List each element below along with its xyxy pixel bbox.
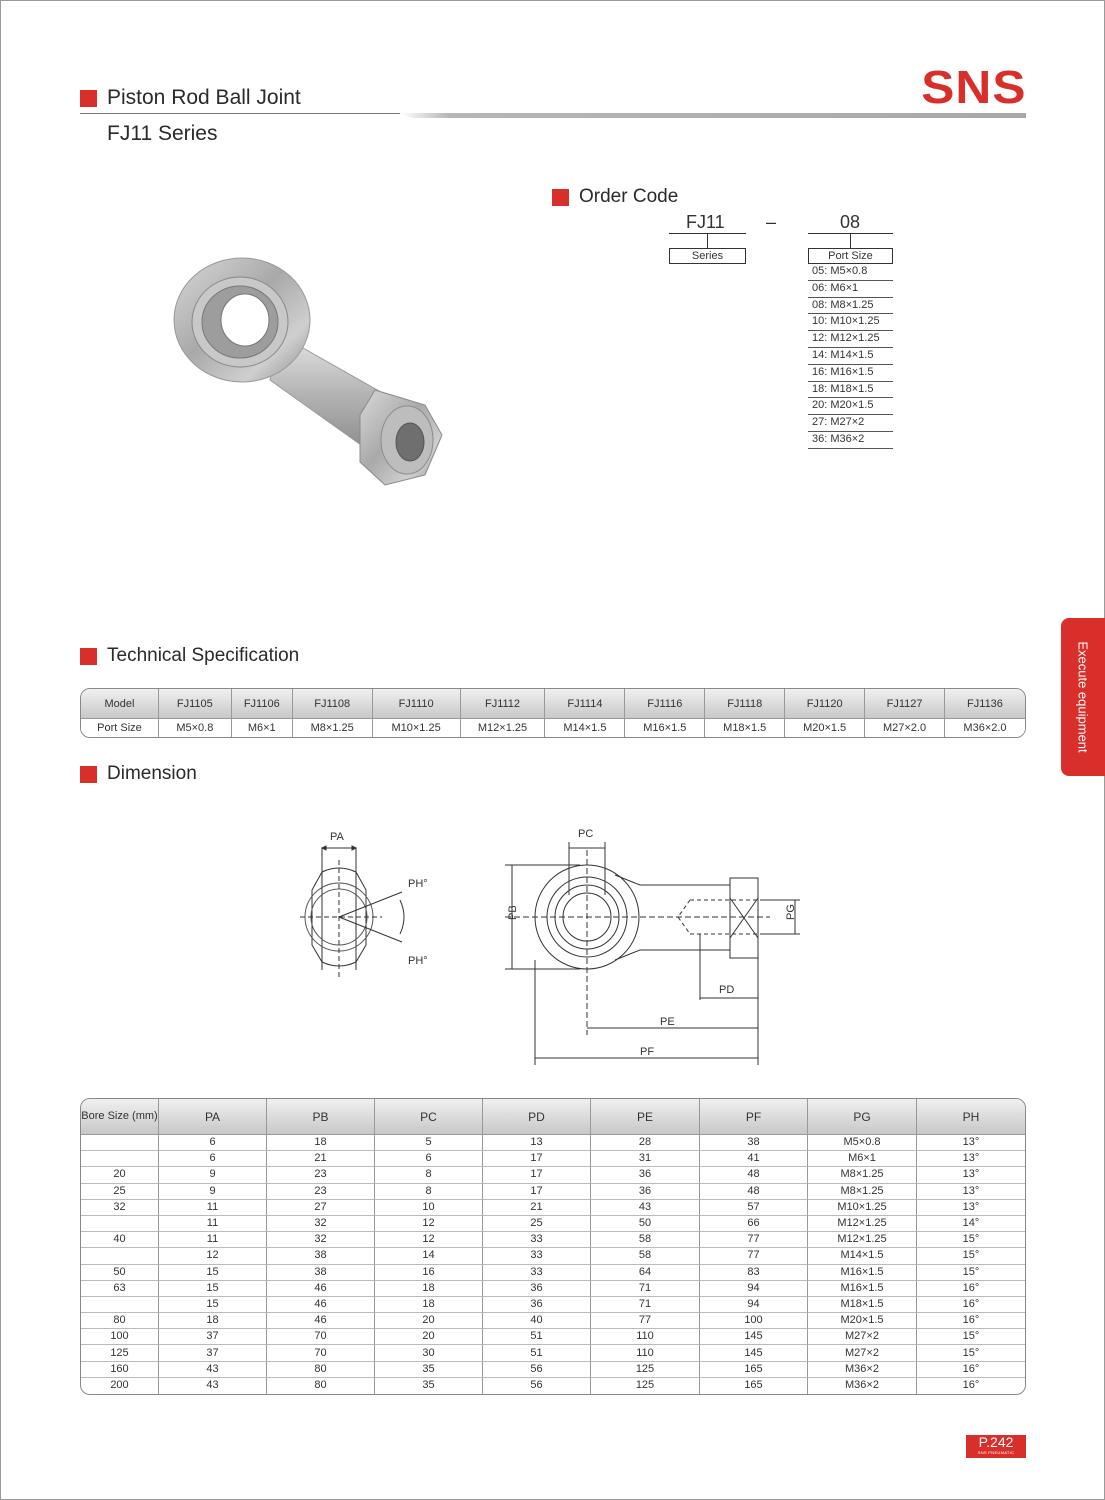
table-cell: 18 (159, 1313, 267, 1329)
table-cell: 13 (483, 1135, 591, 1151)
table-cell: 20 (375, 1329, 483, 1345)
front-view (505, 842, 800, 1065)
table-cell: 94 (700, 1281, 808, 1297)
table-cell: M6×1 (808, 1151, 917, 1167)
tech-port-row (81, 719, 1025, 737)
table-cell: M27×2 (808, 1345, 917, 1361)
tech-spec-heading-text: Technical Specification (107, 645, 300, 666)
model-cell: FJ1136 (945, 689, 1025, 719)
table-cell: 48 (700, 1167, 808, 1183)
table-cell: 36 (483, 1281, 591, 1297)
table-cell: 43 (159, 1378, 267, 1394)
port-size-item: 12: M12×1.25 (808, 331, 893, 348)
table-row (81, 1216, 1025, 1232)
table-cell: 43 (591, 1200, 700, 1216)
table-cell: 17 (483, 1184, 591, 1200)
table-cell: 18 (375, 1297, 483, 1313)
table-cell: 94 (700, 1297, 808, 1313)
table-cell: 43 (159, 1362, 267, 1378)
table-cell: 11 (159, 1232, 267, 1248)
table-cell: 14° (917, 1216, 1025, 1232)
table-cell: 16° (917, 1313, 1025, 1329)
page-number (966, 1435, 1026, 1458)
table-cell: 40 (81, 1232, 159, 1248)
dimension-table (80, 1098, 1026, 1395)
table-cell: 80 (81, 1313, 159, 1329)
table-cell: 35 (375, 1362, 483, 1378)
table-row (81, 1135, 1025, 1151)
label-ph-bottom: PH° (408, 955, 428, 967)
table-cell: 15 (159, 1297, 267, 1313)
table-cell: 46 (267, 1313, 375, 1329)
row-label: Port Size (81, 719, 159, 737)
table-row (81, 1167, 1025, 1183)
col-header: Bore Size (mm) (81, 1099, 159, 1135)
table-cell: 10 (375, 1200, 483, 1216)
dimension-heading (80, 763, 197, 785)
tech-spec-heading (80, 645, 299, 667)
port-cell: M16×1.5 (625, 719, 705, 737)
side-view (300, 846, 404, 978)
table-cell: M10×1.25 (808, 1200, 917, 1216)
table-cell: 145 (700, 1345, 808, 1361)
table-cell: 32 (267, 1232, 375, 1248)
table-cell: 6 (159, 1151, 267, 1167)
port-size-item: 36: M36×2 (808, 432, 893, 449)
label-pc: PC (578, 828, 594, 840)
table-cell: 15° (917, 1248, 1025, 1264)
table-cell: 37 (159, 1329, 267, 1345)
table-cell: 46 (267, 1281, 375, 1297)
table-cell: 58 (591, 1232, 700, 1248)
size-connector (850, 233, 851, 249)
table-cell: 51 (483, 1329, 591, 1345)
col-header: PG (808, 1099, 917, 1135)
table-cell: M8×1.25 (808, 1184, 917, 1200)
table-cell: 30 (375, 1345, 483, 1361)
table-cell: 36 (483, 1297, 591, 1313)
table-row (81, 1329, 1025, 1345)
model-cell: FJ1114 (545, 689, 625, 719)
brand-logo: SNS (921, 61, 1027, 113)
side-tab[interactable] (1061, 618, 1105, 776)
table-cell: 6 (375, 1151, 483, 1167)
table-cell: 8 (375, 1184, 483, 1200)
table-cell: M14×1.5 (808, 1248, 917, 1264)
table-cell: 77 (591, 1313, 700, 1329)
order-code-heading (552, 186, 678, 208)
table-cell: 18 (375, 1281, 483, 1297)
port-cell: M14×1.5 (545, 719, 625, 737)
table-row (81, 1200, 1025, 1216)
table-cell: 17 (483, 1167, 591, 1183)
table-cell: 80 (267, 1378, 375, 1394)
model-cell: FJ1112 (461, 689, 546, 719)
port-size-item: 05: M5×0.8 (808, 264, 893, 281)
red-square-icon (80, 90, 97, 107)
table-cell: 110 (591, 1329, 700, 1345)
table-cell: 27 (267, 1200, 375, 1216)
model-cell: FJ1120 (785, 689, 865, 719)
col-header: PH (917, 1099, 1025, 1135)
order-code-series: FJ11 (686, 212, 725, 232)
port-size-item: 06: M6×1 (808, 281, 893, 298)
table-cell: 13° (917, 1184, 1025, 1200)
table-row (81, 1378, 1025, 1394)
dim-header-row (81, 1099, 1025, 1135)
table-cell: 80 (267, 1362, 375, 1378)
table-cell: 31 (591, 1151, 700, 1167)
table-cell: M36×2 (808, 1378, 917, 1394)
table-cell: 33 (483, 1265, 591, 1281)
model-cell: FJ1105 (159, 689, 232, 719)
table-cell: 16° (962, 1379, 980, 1392)
side-tab-label: Execute equipment (1075, 641, 1091, 753)
table-cell: 70 (267, 1345, 375, 1361)
table-cell: 15 (159, 1281, 267, 1297)
table-cell: 41 (700, 1151, 808, 1167)
table-cell: 64 (591, 1265, 700, 1281)
table-cell: 16 (375, 1265, 483, 1281)
table-cell: 12 (375, 1216, 483, 1232)
table-cell: 165 (700, 1378, 808, 1394)
table-cell: 38 (267, 1248, 375, 1264)
table-cell: 25 (81, 1184, 159, 1200)
table-cell: M12×1.25 (808, 1232, 917, 1248)
table-cell: 50 (591, 1216, 700, 1232)
port-size-item: 27: M27×2 (808, 415, 893, 432)
table-cell: 12 (375, 1232, 483, 1248)
table-cell: 125 (591, 1378, 700, 1394)
port-size-item: 18: M18×1.5 (808, 382, 893, 399)
label-pe: PE (660, 1016, 675, 1028)
table-cell: 71 (591, 1281, 700, 1297)
table-cell: 8 (375, 1167, 483, 1183)
port-cell: M6×1 (232, 719, 293, 737)
table-cell: M8×1.25 (808, 1167, 917, 1183)
page-number-subtext: SNS PNEUMATIC (977, 1450, 1015, 1455)
tech-spec-table (80, 688, 1026, 738)
order-code-heading-text: Order Code (579, 186, 679, 207)
page-number-text: P.242 (978, 1434, 1014, 1450)
table-cell: 21 (483, 1200, 591, 1216)
table-cell: M16×1.5 (808, 1281, 917, 1297)
table-cell: 16° (917, 1362, 1025, 1378)
table-cell (81, 1151, 159, 1167)
col-header: PF (700, 1099, 808, 1135)
table-cell: 37 (159, 1345, 267, 1361)
col-header: PC (375, 1099, 483, 1135)
port-size-item: 08: M8×1.25 (808, 298, 893, 315)
port-cell: M20×1.5 (785, 719, 865, 737)
table-cell: M27×2 (808, 1329, 917, 1345)
table-cell: 50 (81, 1265, 159, 1281)
table-cell: 125 (81, 1345, 159, 1361)
table-cell: 46 (267, 1297, 375, 1313)
table-cell: 83 (700, 1265, 808, 1281)
table-cell: 51 (483, 1345, 591, 1361)
table-cell: M12×1.25 (808, 1216, 917, 1232)
table-cell: 6 (159, 1135, 267, 1151)
table-cell: 9 (159, 1184, 267, 1200)
table-cell: 38 (267, 1265, 375, 1281)
product-photo (160, 240, 460, 500)
table-row (81, 1248, 1025, 1264)
port-cell: M8×1.25 (293, 719, 373, 737)
port-cell: M18×1.5 (705, 719, 785, 737)
col-header: PD (483, 1099, 591, 1135)
table-cell: 58 (591, 1248, 700, 1264)
table-cell: M5×0.8 (808, 1135, 917, 1151)
table-cell: 125 (591, 1362, 700, 1378)
table-cell: M18×1.5 (808, 1297, 917, 1313)
table-cell: 71 (591, 1297, 700, 1313)
col-header: PA (159, 1099, 267, 1135)
table-cell: 100 (700, 1313, 808, 1329)
label-pa: PA (330, 831, 344, 843)
table-cell: 48 (700, 1184, 808, 1200)
table-row (81, 1362, 1025, 1378)
table-cell: 33 (483, 1232, 591, 1248)
table-cell: 36 (591, 1184, 700, 1200)
tech-model-row (81, 689, 1025, 719)
port-cell: M5×0.8 (159, 719, 232, 737)
red-square-icon (80, 766, 97, 783)
table-cell: 12 (159, 1248, 267, 1264)
table-cell: 16° (917, 1281, 1025, 1297)
table-cell: 63 (81, 1281, 159, 1297)
table-cell: 16° (917, 1297, 1025, 1313)
model-cell: FJ1106 (232, 689, 293, 719)
table-cell: 17 (483, 1151, 591, 1167)
series-title: FJ11 Series (107, 122, 218, 145)
table-cell: 15 (159, 1265, 267, 1281)
table-cell: 77 (700, 1232, 808, 1248)
table-cell: 160 (81, 1362, 159, 1378)
table-cell: 13° (917, 1135, 1025, 1151)
order-code-dash: – (766, 212, 777, 232)
model-cell: FJ1127 (865, 689, 945, 719)
table-cell: 11 (159, 1216, 267, 1232)
table-cell (81, 1297, 159, 1313)
row-label: Model (81, 689, 159, 719)
table-row (81, 1151, 1025, 1167)
table-cell: 5 (375, 1135, 483, 1151)
table-row (81, 1281, 1025, 1297)
label-pf: PF (640, 1046, 655, 1058)
table-row (81, 1232, 1025, 1248)
page-title-text: Piston Rod Ball Joint (107, 86, 301, 109)
col-header: PE (591, 1099, 700, 1135)
table-cell: 28 (591, 1135, 700, 1151)
table-cell: 13° (917, 1167, 1025, 1183)
table-cell: 57 (700, 1200, 808, 1216)
table-cell: 25 (483, 1216, 591, 1232)
table-cell: 38 (700, 1135, 808, 1151)
table-row (81, 1345, 1025, 1361)
model-cell: FJ1108 (293, 689, 373, 719)
table-cell: 36 (591, 1167, 700, 1183)
port-size-item: 10: M10×1.25 (808, 314, 893, 331)
port-cell: M10×1.25 (373, 719, 461, 737)
table-cell: 15° (917, 1265, 1025, 1281)
table-cell: M16×1.5 (808, 1265, 917, 1281)
table-row (81, 1184, 1025, 1200)
series-connector (707, 233, 708, 249)
table-cell: 66 (700, 1216, 808, 1232)
table-cell: 33 (483, 1248, 591, 1264)
table-cell: 40 (483, 1313, 591, 1329)
table-row (81, 1265, 1025, 1281)
table-cell: 56 (483, 1378, 591, 1394)
model-cell: FJ1118 (705, 689, 785, 719)
table-cell: 110 (591, 1345, 700, 1361)
port-size-item: 14: M14×1.5 (808, 348, 893, 365)
red-square-icon (552, 189, 569, 206)
table-cell: 23 (267, 1167, 375, 1183)
table-cell: 145 (700, 1329, 808, 1345)
table-cell: M36×2 (808, 1362, 917, 1378)
port-size-item: 20: M20×1.5 (808, 398, 893, 415)
table-cell: 23 (267, 1184, 375, 1200)
label-pd: PD (719, 984, 735, 996)
table-cell: M20×1.5 (808, 1313, 917, 1329)
table-cell: 100 (81, 1329, 159, 1345)
table-cell: 20 (81, 1167, 159, 1183)
dimension-heading-text: Dimension (107, 763, 197, 784)
label-pb: PB (507, 905, 519, 920)
page-title (80, 86, 301, 110)
table-cell: 13° (917, 1151, 1025, 1167)
model-cell: FJ1116 (625, 689, 705, 719)
table-cell (81, 1248, 159, 1264)
port-size-list (808, 264, 893, 449)
table-cell: 165 (700, 1362, 808, 1378)
table-cell: 56 (483, 1362, 591, 1378)
table-cell: 15° (917, 1345, 1025, 1361)
model-cell: FJ1110 (373, 689, 461, 719)
table-cell: 18 (267, 1135, 375, 1151)
port-cell: M12×1.25 (461, 719, 546, 737)
port-size-label-box: Port Size (808, 248, 893, 264)
table-row (81, 1313, 1025, 1329)
header-rule (80, 113, 1026, 117)
table-cell: 15° (917, 1329, 1025, 1345)
table-row (81, 1297, 1025, 1313)
table-cell: 9 (159, 1167, 267, 1183)
table-cell: 11 (159, 1200, 267, 1216)
table-cell: 15° (917, 1232, 1025, 1248)
order-code-size: 08 (840, 212, 861, 232)
red-square-icon (80, 648, 97, 665)
port-size-item: 16: M16×1.5 (808, 365, 893, 382)
label-ph-top: PH° (408, 878, 428, 890)
table-cell: 32 (267, 1216, 375, 1232)
table-cell: 200 (81, 1378, 159, 1394)
table-cell: 13° (917, 1200, 1025, 1216)
table-cell: 20 (375, 1313, 483, 1329)
col-header: PB (267, 1099, 375, 1135)
table-cell: 21 (267, 1151, 375, 1167)
table-cell: 77 (700, 1248, 808, 1264)
label-pg: PG (785, 904, 797, 920)
table-cell (81, 1216, 159, 1232)
table-cell: 35 (375, 1378, 483, 1394)
dimension-drawing (290, 820, 820, 1070)
port-cell: M36×2.0 (945, 719, 1025, 737)
table-cell: 70 (267, 1329, 375, 1345)
series-label-box: Series (669, 248, 746, 264)
table-cell: 14 (375, 1248, 483, 1264)
table-cell: 32 (81, 1200, 159, 1216)
port-cell: M27×2.0 (865, 719, 945, 737)
table-cell (81, 1135, 159, 1151)
